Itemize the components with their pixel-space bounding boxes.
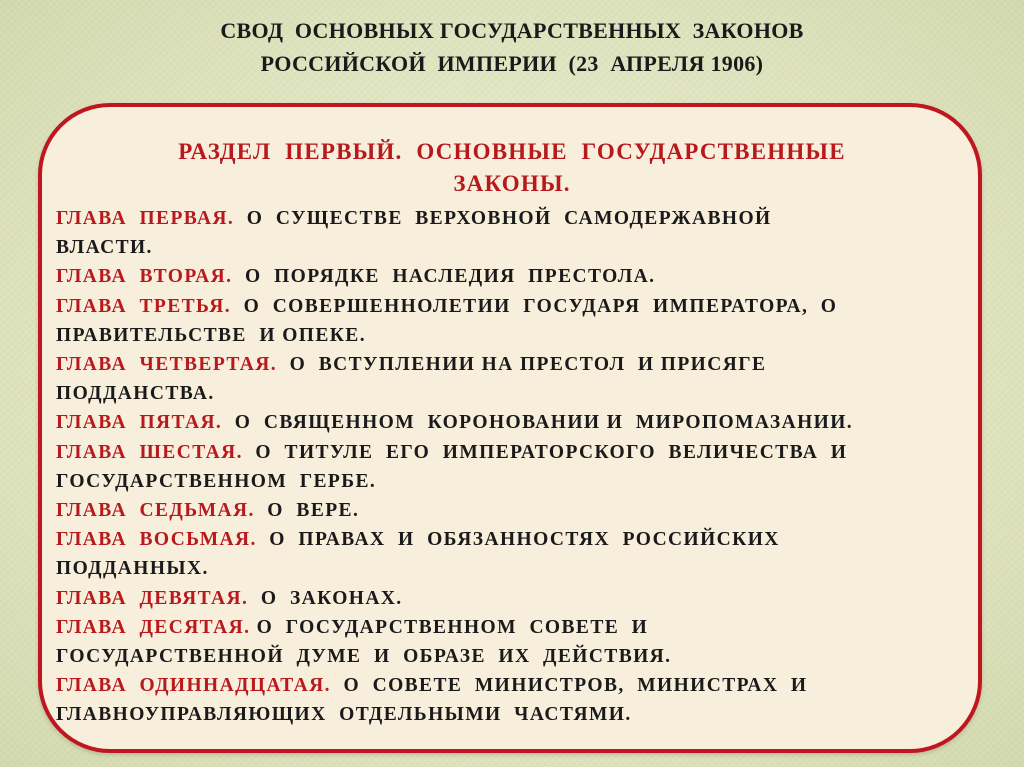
section-title-line-1: РАЗДЕЛ ПЕРВЫЙ. ОСНОВНЫЕ ГОСУДАРСТВЕННЫЕ [178, 139, 846, 164]
chapter-item [56, 671, 986, 729]
chapter-label: ГЛАВА ВТОРАЯ. [56, 266, 233, 288]
chapter-text-cont: ПОДДАННЫХ. [56, 558, 209, 580]
chapter-item [56, 496, 986, 525]
chapter-text: О СУЩЕСТВЕ ВЕРХОВНОЙ САМОДЕРЖАВНОЙ [234, 208, 772, 229]
slide-title [0, 14, 1024, 80]
chapter-text-cont: ГОСУДАРСТВЕННОМ ГЕРБЕ. [56, 470, 377, 492]
chapter-text-cont: ГОСУДАРСТВЕННОЙ ДУМЕ И ОБРАЗЕ ИХ ДЕЙСТВИЯ. [56, 646, 672, 668]
chapter-list [56, 204, 986, 730]
chapter-label: ГЛАВА ТРЕТЬЯ. [56, 295, 232, 317]
chapter-label: ГЛАВА ОДИННАДЦАТАЯ. [56, 675, 331, 697]
section-title [0, 136, 1024, 200]
section-title-line-2: ЗАКОНЫ. [453, 171, 571, 196]
chapter-text-cont: ГЛАВНОУПРАВЛЯЮЩИХ ОТДЕЛЬНЫМИ ЧАСТЯМИ. [56, 704, 632, 726]
chapter-item [56, 525, 986, 583]
chapter-text: О СОВЕРШЕННОЛЕТИИ ГОСУДАРЯ ИМПЕРАТОРА, О [231, 295, 838, 317]
chapter-item [56, 262, 986, 291]
chapter-label: ГЛАВА ВОСЬМАЯ. [56, 529, 257, 551]
chapter-item [56, 613, 986, 671]
chapter-text: О ВЕРЕ. [254, 500, 360, 522]
slide-title-line-1: СВОД ОСНОВНЫХ ГОСУДАРСТВЕННЫХ ЗАКОНОВ [220, 18, 804, 43]
chapter-text-cont: ПОДДАНСТВА. [56, 383, 215, 405]
chapter-item [56, 350, 986, 408]
chapter-label: ГЛАВА СЕДЬМАЯ. [56, 500, 255, 522]
chapter-text-cont: ВЛАСТИ. [56, 237, 153, 259]
chapter-label: ГЛАВА ЧЕТВЕРТАЯ. [56, 354, 278, 376]
chapter-item [56, 438, 986, 496]
chapter-label: ГЛАВА ПЯТАЯ. [56, 412, 223, 434]
chapter-label: ГЛАВА ДЕВЯТАЯ. [56, 587, 249, 609]
chapter-label: ГЛАВА ДЕСЯТАЯ. [56, 616, 251, 638]
chapter-text: О ТИТУЛЕ ЕГО ИМПЕРАТОРСКОГО ВЕЛИЧЕСТВА И [242, 441, 848, 463]
chapter-text: О СОВЕТЕ МИНИСТРОВ, МИНИСТРАХ И [330, 675, 808, 697]
chapter-text: О ГОСУДАРСТВЕННОМ СОВЕТЕ И [250, 616, 649, 638]
chapter-text: О ПОРЯДКЕ НАСЛЕДИЯ ПРЕСТОЛА. [232, 266, 656, 288]
chapter-text-cont: ПРАВИТЕЛЬСТВЕ И ОПЕКЕ. [56, 324, 366, 346]
chapter-text: О СВЯЩЕННОМ КОРОНОВАНИИ И МИРОПОМАЗАНИИ. [222, 412, 854, 434]
chapter-text: О ПРАВАХ И ОБЯЗАННОСТЯХ РОССИЙСКИХ [256, 529, 780, 551]
chapter-label: ГЛАВА ПЕРВАЯ. [56, 208, 235, 229]
slide-title-line-2: РОССИЙСКОЙ ИМПЕРИИ (23 АПРЕЛЯ 1906) [260, 51, 764, 76]
chapter-text: О ЗАКОНАХ. [248, 587, 403, 609]
chapter-item [56, 204, 986, 262]
chapter-label: ГЛАВА ШЕСТАЯ. [56, 441, 243, 463]
chapter-text: О ВСТУПЛЕНИИ НА ПРЕСТОЛ И ПРИСЯГЕ [277, 354, 767, 376]
chapter-item [56, 584, 986, 613]
chapter-item [56, 408, 986, 437]
chapter-item [56, 292, 986, 350]
